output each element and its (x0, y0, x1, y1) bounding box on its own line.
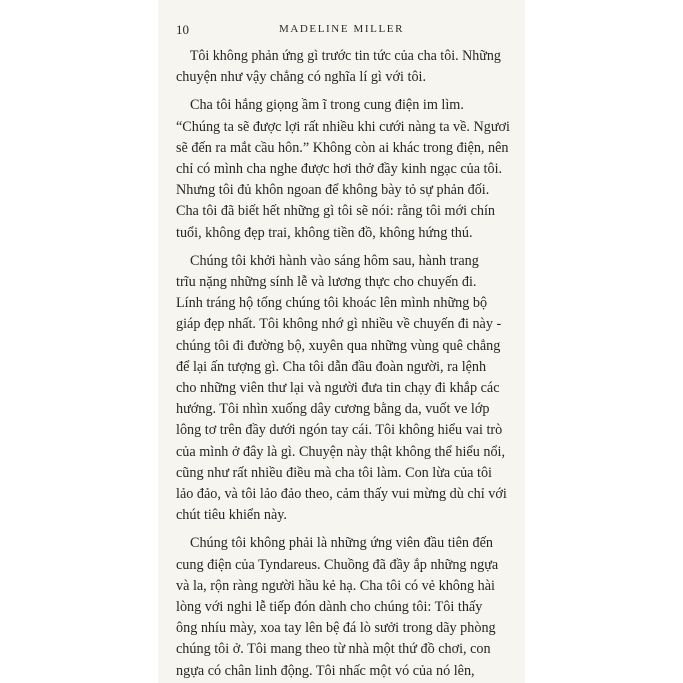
text-line: Cha tôi hắng giọng ầm ĩ trong cung điện im lìm. (190, 97, 464, 114)
text-line: cho những viên thư lại và người đưa tin chạy đi khắp các (176, 380, 500, 397)
text-line: “Chúng ta sẽ được lợi rất nhiều khi cưới nàng ta về. Ngươi (176, 118, 510, 135)
text-line: tuổi, không đẹp trai, không tiền đồ, không hứng thú. (176, 224, 473, 241)
text-line: Lính tráng hộ tống chúng tôi khoác lên mình những bộ (176, 295, 488, 312)
page-header (176, 22, 507, 40)
text-line: chút tiêu khiển này. (176, 507, 287, 524)
text-line: ngựa có chân linh động. Tôi nhấc một vó của nó lên, (176, 662, 475, 679)
running-head: MADELINE MILLER (278, 23, 405, 35)
page-number: 10 (176, 22, 189, 37)
text-line: Chúng tôi không phải là những ứng viên đầu tiên đến (190, 535, 494, 552)
body-text (176, 46, 515, 683)
text-line: lảo đảo, và tôi lảo đảo theo, cảm thấy vui mừng dù chỉ với (176, 486, 507, 503)
text-line: ông nhíu mày, xoa tay lên bệ đá lò sưởi trong dãy phòng (176, 620, 496, 637)
text-line: giáp đẹp nhất. Tôi không nhớ gì nhiều về chuyến đi này - (176, 316, 502, 333)
paragraph (176, 251, 515, 527)
text-line: lòng với nghi lễ tiếp đón dành cho chúng tôi: Tôi thấy (176, 599, 483, 616)
text-line: của mình ở đây là gì. Chuyện này thật không thể hiểu nổi, (176, 443, 506, 460)
text-line: Nhưng tôi đủ khôn ngoan để không bày tỏ sự phản đối. (176, 182, 490, 199)
paragraph (176, 533, 515, 681)
text-line: sẽ đến ra mắt cầu hôn.” Không còn ai khác trong điện, nên (176, 139, 509, 156)
paragraph (176, 95, 515, 243)
text-line: Tôi không phản ứng gì trước tin tức của cha tôi. Những (189, 48, 501, 64)
text-line: để lại ấn tượng gì. Cha tôi dẫn đầu đoàn người, ra lệnh (176, 358, 487, 375)
text-line: chuyện như vậy chẳng có nghĩa lí gì với tôi. (176, 69, 427, 86)
text-line: cũng như rất nhiều điều mà cha tôi làm. Con lừa của tôi (176, 464, 492, 481)
text-line: chỉ có mình cha nghe được hơi thở đầy kinh ngạc của tôi. (176, 161, 503, 178)
text-line: chúng tôi đi đường bộ, xuyên qua những vùng quê chẳng (176, 337, 501, 354)
text-line: Cha tôi đã biết hết những gì tôi sẽ nói: rằng tôi mới chín (176, 203, 495, 220)
text-line: cung điện của Tyndareus. Chuồng đã đầy ắp những ngựa (176, 556, 499, 573)
text-line: trĩu nặng những sính lễ và lương thực cho chuyến đi. (176, 274, 477, 291)
text-line: hướng. Tôi nhìn xuống dây cương bằng da, vuốt ve lớp (176, 401, 490, 418)
book-page (158, 0, 525, 683)
text-line: và la, rộn ràng người hầu kẻ hạ. Cha tôi có vẻ không hài (176, 577, 495, 594)
text-line: Chúng tôi khởi hành vào sáng hôm sau, hành trang (190, 252, 479, 269)
text-line: chúng tôi ở. Tôi mang theo từ nhà một thứ đồ chơi, con (176, 641, 491, 658)
text-line: lông tơ trên đầy dưới ngón tay cái. Tôi không hiểu vai trò (176, 422, 503, 439)
paragraph (176, 46, 515, 88)
